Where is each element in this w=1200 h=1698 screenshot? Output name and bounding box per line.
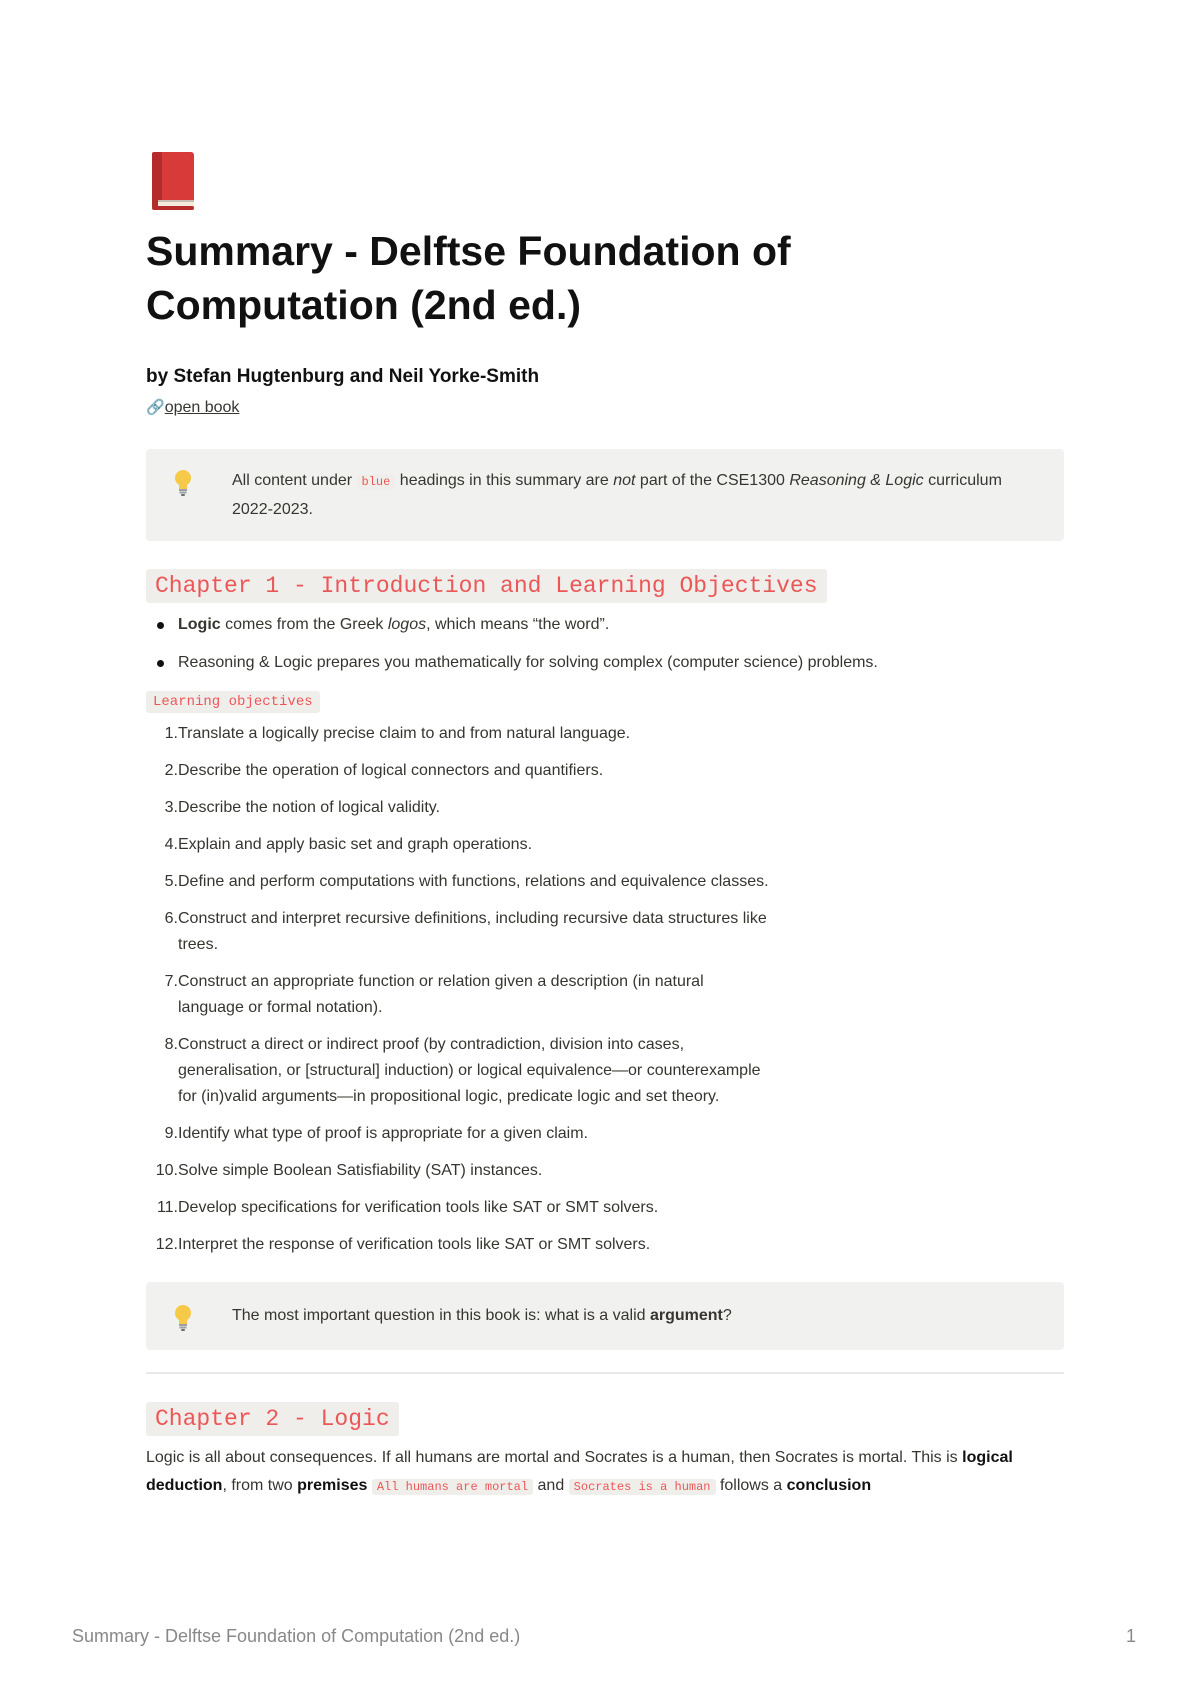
callout-text-part: All content under [232,472,357,489]
text-part: comes from the Greek [220,616,388,633]
callout-text-part: part of the CSE1300 [635,472,790,489]
list-item [178,613,1064,637]
text-part: , which means “the word”. [426,616,610,633]
learning-objectives-list [146,721,1064,1258]
item-text: Explain and apply basic set and graph operations. [178,836,533,853]
item-number: 10. [155,1162,178,1179]
emphasis-logos: logos [387,616,427,633]
chapter-2-heading: Chapter 2 - Logic [146,1402,399,1436]
bold-logical-deduction: logical deduction [146,1449,1013,1494]
text-part: follows a [715,1477,787,1494]
callout-important-question [146,1282,1064,1350]
item-text: Describe the notion of logical validity. [178,799,441,816]
lightbulb-icon [168,467,198,497]
item-text: Identify what type of proof is appropriate for a given claim. [178,1125,588,1142]
callout-text-part: headings in this summary are [395,472,614,489]
text-part: Logic is all about consequences. If all humans are mortal and Socrates is a human, then Socrates is mortal. This is [146,1449,963,1466]
bold-premises: premises [297,1477,368,1494]
title-line-2: Computation (2nd ed.) [146,282,582,328]
item-text: Construct an appropriate function or relation given a description (in natural language or formal notation). [178,973,704,1016]
item-number: 12. [155,1236,178,1253]
callout-text-part: curriculum 2022-2023. [232,472,1002,518]
chapter-1-bullets [146,613,1064,675]
item-text: Solve simple Boolean Satisfiability (SAT) instances. [178,1162,543,1179]
item-number: 5. [164,873,178,890]
bold-conclusion: conclusion [786,1477,872,1494]
list-item [146,832,1064,858]
red-book-icon [148,150,198,212]
footer-page-number: 1 [1125,1626,1136,1646]
callout-blue-headings-note [146,449,1064,541]
inline-code-premise-2: Socrates is a human [569,1479,716,1495]
item-text: Develop specifications for verification tools like SAT or SMT solvers. [178,1199,659,1216]
item-number: 3. [164,799,178,816]
footer-document-title: Summary - Delftse Foundation of Computation (2nd ed.) [72,1626,521,1646]
list-item [146,869,1064,895]
list-item [146,795,1064,821]
title-line-1: Summary - Delftse Foundation of [146,228,791,274]
item-number: 4. [164,836,178,853]
byline: by Stefan Hugtenburg and Neil Yorke-Smith [146,366,540,387]
callout-text [232,467,1044,523]
item-number: 8. [164,1036,178,1053]
item-number: 6. [164,910,178,927]
callout-text [232,1302,1044,1329]
item-number: 11. [156,1199,178,1216]
callout-text-part: The most important question in this book is: what is a valid [232,1307,650,1324]
list-item [146,1032,1064,1110]
bold-argument: argument [649,1307,723,1324]
list-item [146,1121,1064,1147]
list-item [146,1158,1064,1184]
item-text: Interpret the response of verification tools like SAT or SMT solvers. [178,1236,651,1253]
item-number: 9. [164,1125,178,1142]
callout-text-part: ? [722,1307,732,1324]
emphasis-course-name: Reasoning & Logic [789,472,924,489]
chapter-2-paragraph [146,1444,1064,1501]
list-item: Reasoning & Logic prepares you mathematically for solving complex (computer science) problems. [178,651,1064,675]
item-text: Define and perform computations with functions, relations and equivalence classes. [178,873,769,890]
text-part: , from two [222,1477,298,1494]
text-part: and [533,1477,569,1494]
list-item [146,969,1064,1021]
chapter-1-heading: Chapter 1 - Introduction and Learning Objectives [146,569,827,603]
item-number: 1. [164,725,178,742]
open-book-link[interactable] [146,398,1064,417]
list-item [146,1232,1064,1258]
list-item [146,721,1064,747]
list-item [146,758,1064,784]
inline-code-premise-1: All humans are mortal [372,1479,533,1495]
item-text: Construct and interpret recursive definitions, including recursive data structures like trees. [178,910,767,953]
list-item [146,1195,1064,1221]
item-number: 2. [164,762,178,779]
emphasis-not: not [613,472,636,489]
list-item [146,906,1064,958]
item-text: Describe the operation of logical connectors and quantifiers. [178,762,604,779]
item-number: 7. [164,973,178,990]
page-title [146,224,1064,332]
document-page [146,150,1064,1501]
divider [146,1372,1064,1374]
bold-logic: Logic [178,616,221,633]
learning-objectives-heading: Learning objectives [146,691,320,713]
link-icon: 🔗 [146,399,165,416]
item-text: Translate a logically precise claim to and from natural language. [178,725,631,742]
open-book-link-text[interactable]: open book [164,399,240,416]
lightbulb-icon [168,1302,198,1332]
inline-code-blue: blue [357,474,396,490]
item-text: Construct a direct or indirect proof (by contradiction, division into cases, generalisation, or [structural] induction) or logical equivalence—or counterexample for (in)valid arguments—in propositional logic, predicate logic and set theory. [178,1036,761,1105]
